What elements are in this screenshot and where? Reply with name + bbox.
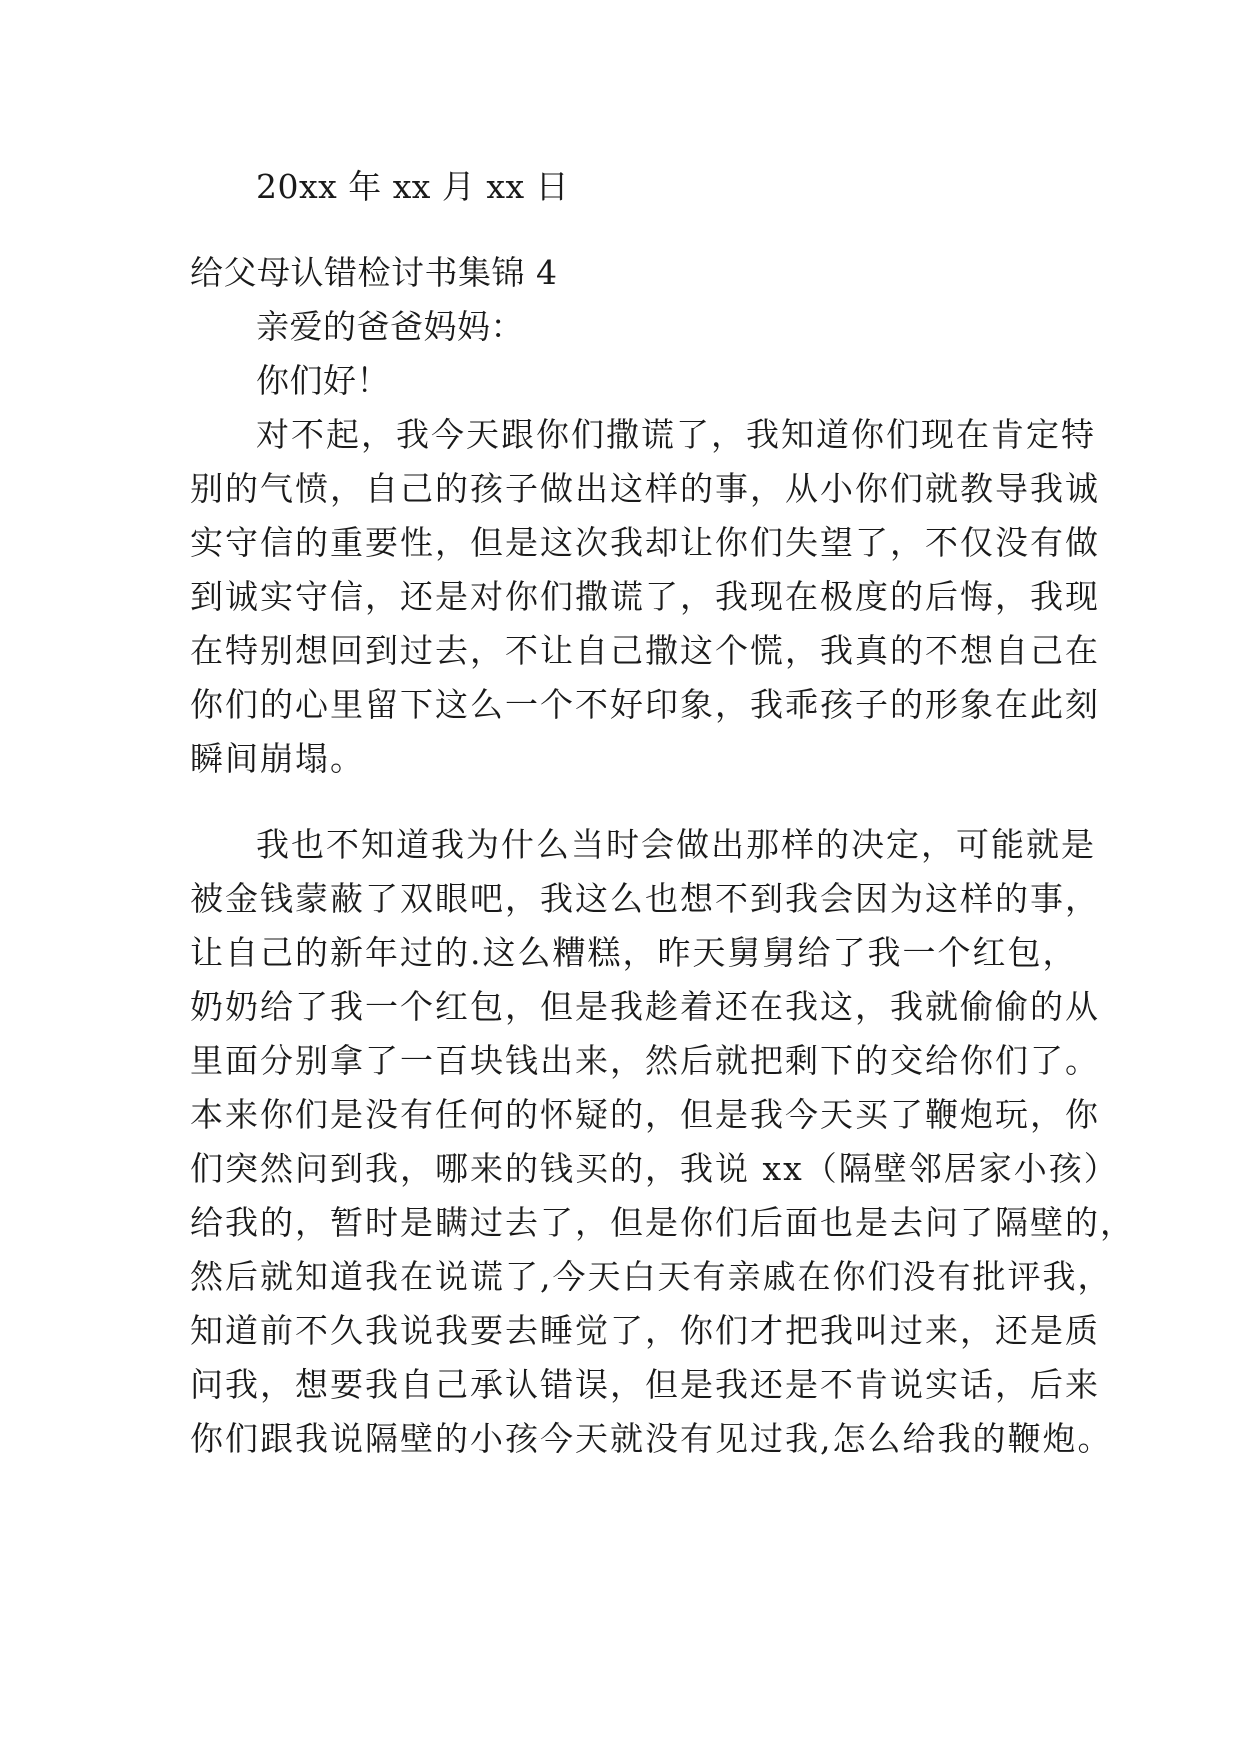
- paragraph1-line: 瞬间崩塌。: [190, 739, 365, 778]
- section-title: 给父母认错检讨书集锦 4: [190, 253, 558, 292]
- paragraph1-line: 到诚实守信，还是对你们撒谎了，我现在极度的后悔，我现: [190, 577, 1100, 616]
- date-line: 20xx 年 xx 月 xx 日: [256, 167, 570, 206]
- paragraph2-line: 本来你们是没有任何的怀疑的，但是我今天买了鞭炮玩，你: [190, 1095, 1100, 1134]
- paragraph2-line: 让自己的新年过的.这么糟糕，昨天舅舅给了我一个红包，: [190, 933, 1078, 972]
- paragraph2-line: 问我，想要我自己承认错误，但是我还是不肯说实话，后来: [190, 1365, 1100, 1404]
- paragraph1-line: 对不起，我今天跟你们撒谎了，我知道你们现在肯定特: [256, 415, 1096, 454]
- paragraph2-line: 然后就知道我在说谎了,今天白天有亲戚在你们没有批评我，: [190, 1257, 1113, 1296]
- paragraph1-line: 你们的心里留下这么一个不好印象，我乖孩子的形象在此刻: [190, 685, 1100, 724]
- paragraph2-line: 你们跟我说隔壁的小孩今天就没有见过我,怎么给我的鞭炮。: [190, 1419, 1113, 1458]
- paragraph2-line: 知道前不久我说我要去睡觉了，你们才把我叫过来，还是质: [190, 1311, 1100, 1350]
- greeting: 你们好！: [256, 361, 390, 400]
- paragraph2-line: 里面分别拿了一百块钱出来，然后就把剩下的交给你们了。: [190, 1041, 1100, 1080]
- paragraph1-line: 实守信的重要性，但是这次我却让你们失望了，不仅没有做: [190, 523, 1100, 562]
- paragraph1-line: 在特别想回到过去，不让自己撒这个慌，我真的不想自己在: [190, 631, 1100, 670]
- paragraph2-line: 被金钱蒙蔽了双眼吧，我这么也想不到我会因为这样的事，: [190, 879, 1100, 918]
- paragraph1-line: 别的气愤，自己的孩子做出这样的事，从小你们就教导我诚: [190, 469, 1100, 508]
- paragraph2-line: 们突然问到我，哪来的钱买的，我说 xx（隔壁邻居家小孩）: [190, 1149, 1119, 1188]
- paragraph2-line: 奶奶给了我一个红包，但是我趁着还在我这，我就偷偷的从: [190, 987, 1100, 1026]
- paragraph2-line: 我也不知道我为什么当时会做出那样的决定，可能就是: [256, 825, 1096, 864]
- paragraph2-line: 给我的，暂时是瞒过去了，但是你们后面也是去问了隔壁的，: [190, 1203, 1135, 1242]
- salutation: 亲爱的爸爸妈妈：: [256, 307, 524, 346]
